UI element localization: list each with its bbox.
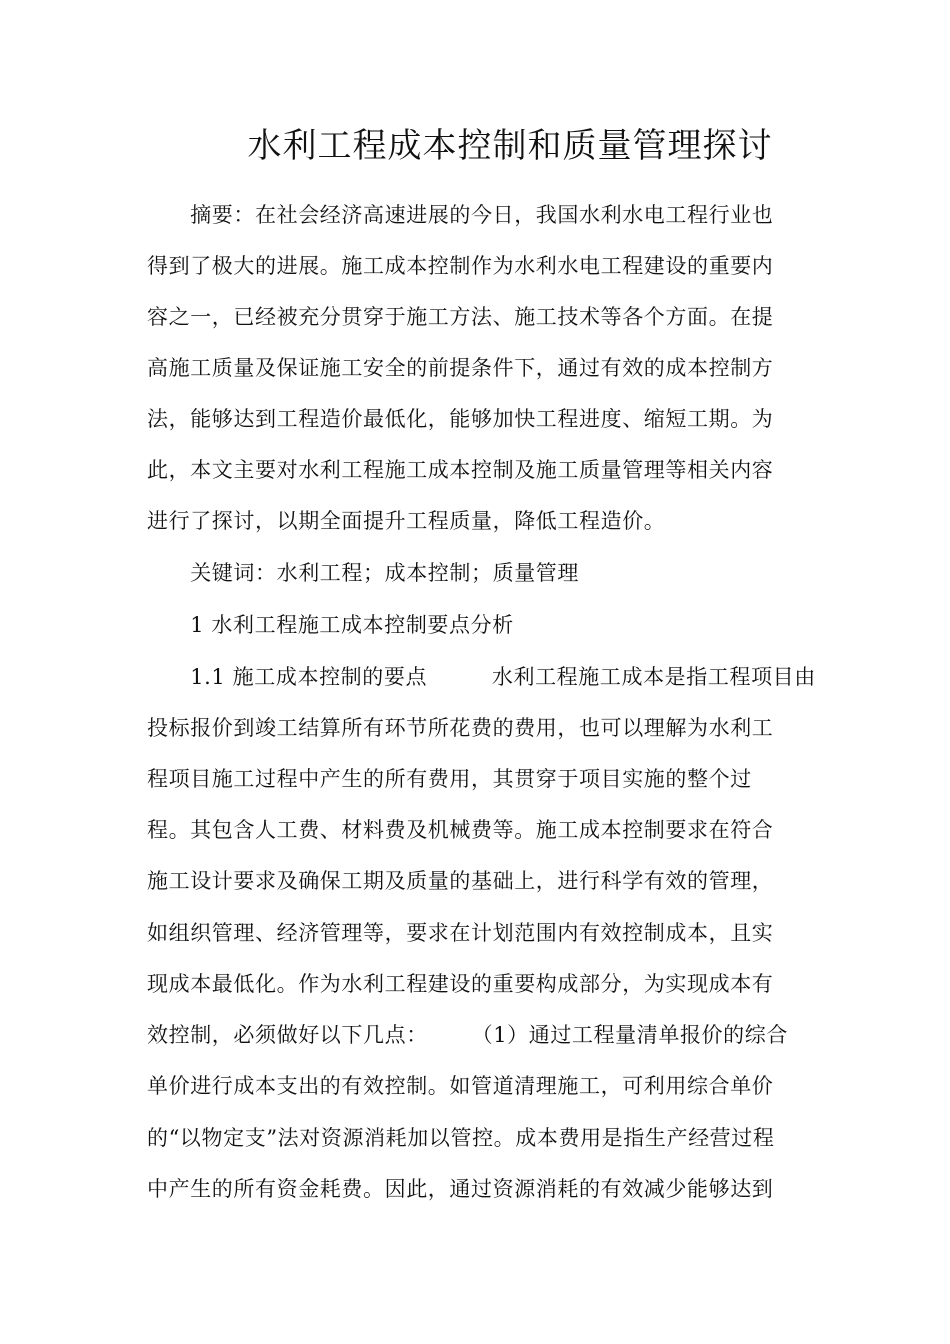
body-line-5: 法，能够达到工程造价最低化，能够加快工程进度、缩短工期。为 xyxy=(147,407,774,431)
page-title: 水利工程成本控制和质量管理探讨 xyxy=(247,126,773,166)
body-line-3: 容之一，已经被充分贯穿于施工方法、施工技术等各个方面。在提 xyxy=(147,305,774,329)
body-line-13: 程。其包含人工费、材料费及机械费等。施工成本控制要求在符合 xyxy=(147,818,774,842)
body-line-17: 效控制，必须做好以下几点： （1）通过工程量清单报价的综合 xyxy=(147,1023,788,1047)
body-line-6: 此，本文主要对水利工程施工成本控制及施工质量管理等相关内容 xyxy=(147,458,774,482)
body-line-7: 进行了探讨，以期全面提升工程质量，降低工程造价。 xyxy=(147,509,666,533)
body-line-11: 投标报价到竣工结算所有环节所花费的费用，也可以理解为水利工 xyxy=(147,716,774,740)
body-line-12: 程项目施工过程中产生的所有费用，其贯穿于项目实施的整个过 xyxy=(147,767,752,791)
body-line-18: 单价进行成本支出的有效控制。如管道清理施工，可利用综合单价 xyxy=(147,1074,774,1098)
body-line-20: 中产生的所有资金耗费。因此，通过资源消耗的有效减少能够达到 xyxy=(147,1177,774,1201)
body-line-1: 摘要：在社会经济高速进展的今日，我国水利水电工程行业也 xyxy=(147,203,774,227)
body-line-2: 得到了极大的进展。施工成本控制作为水利水电工程建设的重要内 xyxy=(147,254,774,278)
body-line-15: 如组织管理、经济管理等，要求在计划范围内有效控制成本，且实 xyxy=(147,921,774,945)
body-line-19: 的“以物定支”法对资源消耗加以管控。成本费用是指生产经营过程 xyxy=(147,1126,775,1150)
body-line-4: 高施工质量及保证施工安全的前提条件下，通过有效的成本控制方 xyxy=(147,356,774,380)
body-line-16: 现成本最低化。作为水利工程建设的重要构成部分，为实现成本有 xyxy=(147,972,774,996)
keywords-line: 关键词：水利工程；成本控制；质量管理 xyxy=(147,561,579,585)
section-heading-1: 1 水利工程施工成本控制要点分析 xyxy=(147,613,514,637)
body-line-10: 1.1 施工成本控制的要点 水利工程施工成本是指工程项目由 xyxy=(147,665,816,689)
body-line-14: 施工设计要求及确保工期及质量的基础上，进行科学有效的管理， xyxy=(147,869,774,893)
